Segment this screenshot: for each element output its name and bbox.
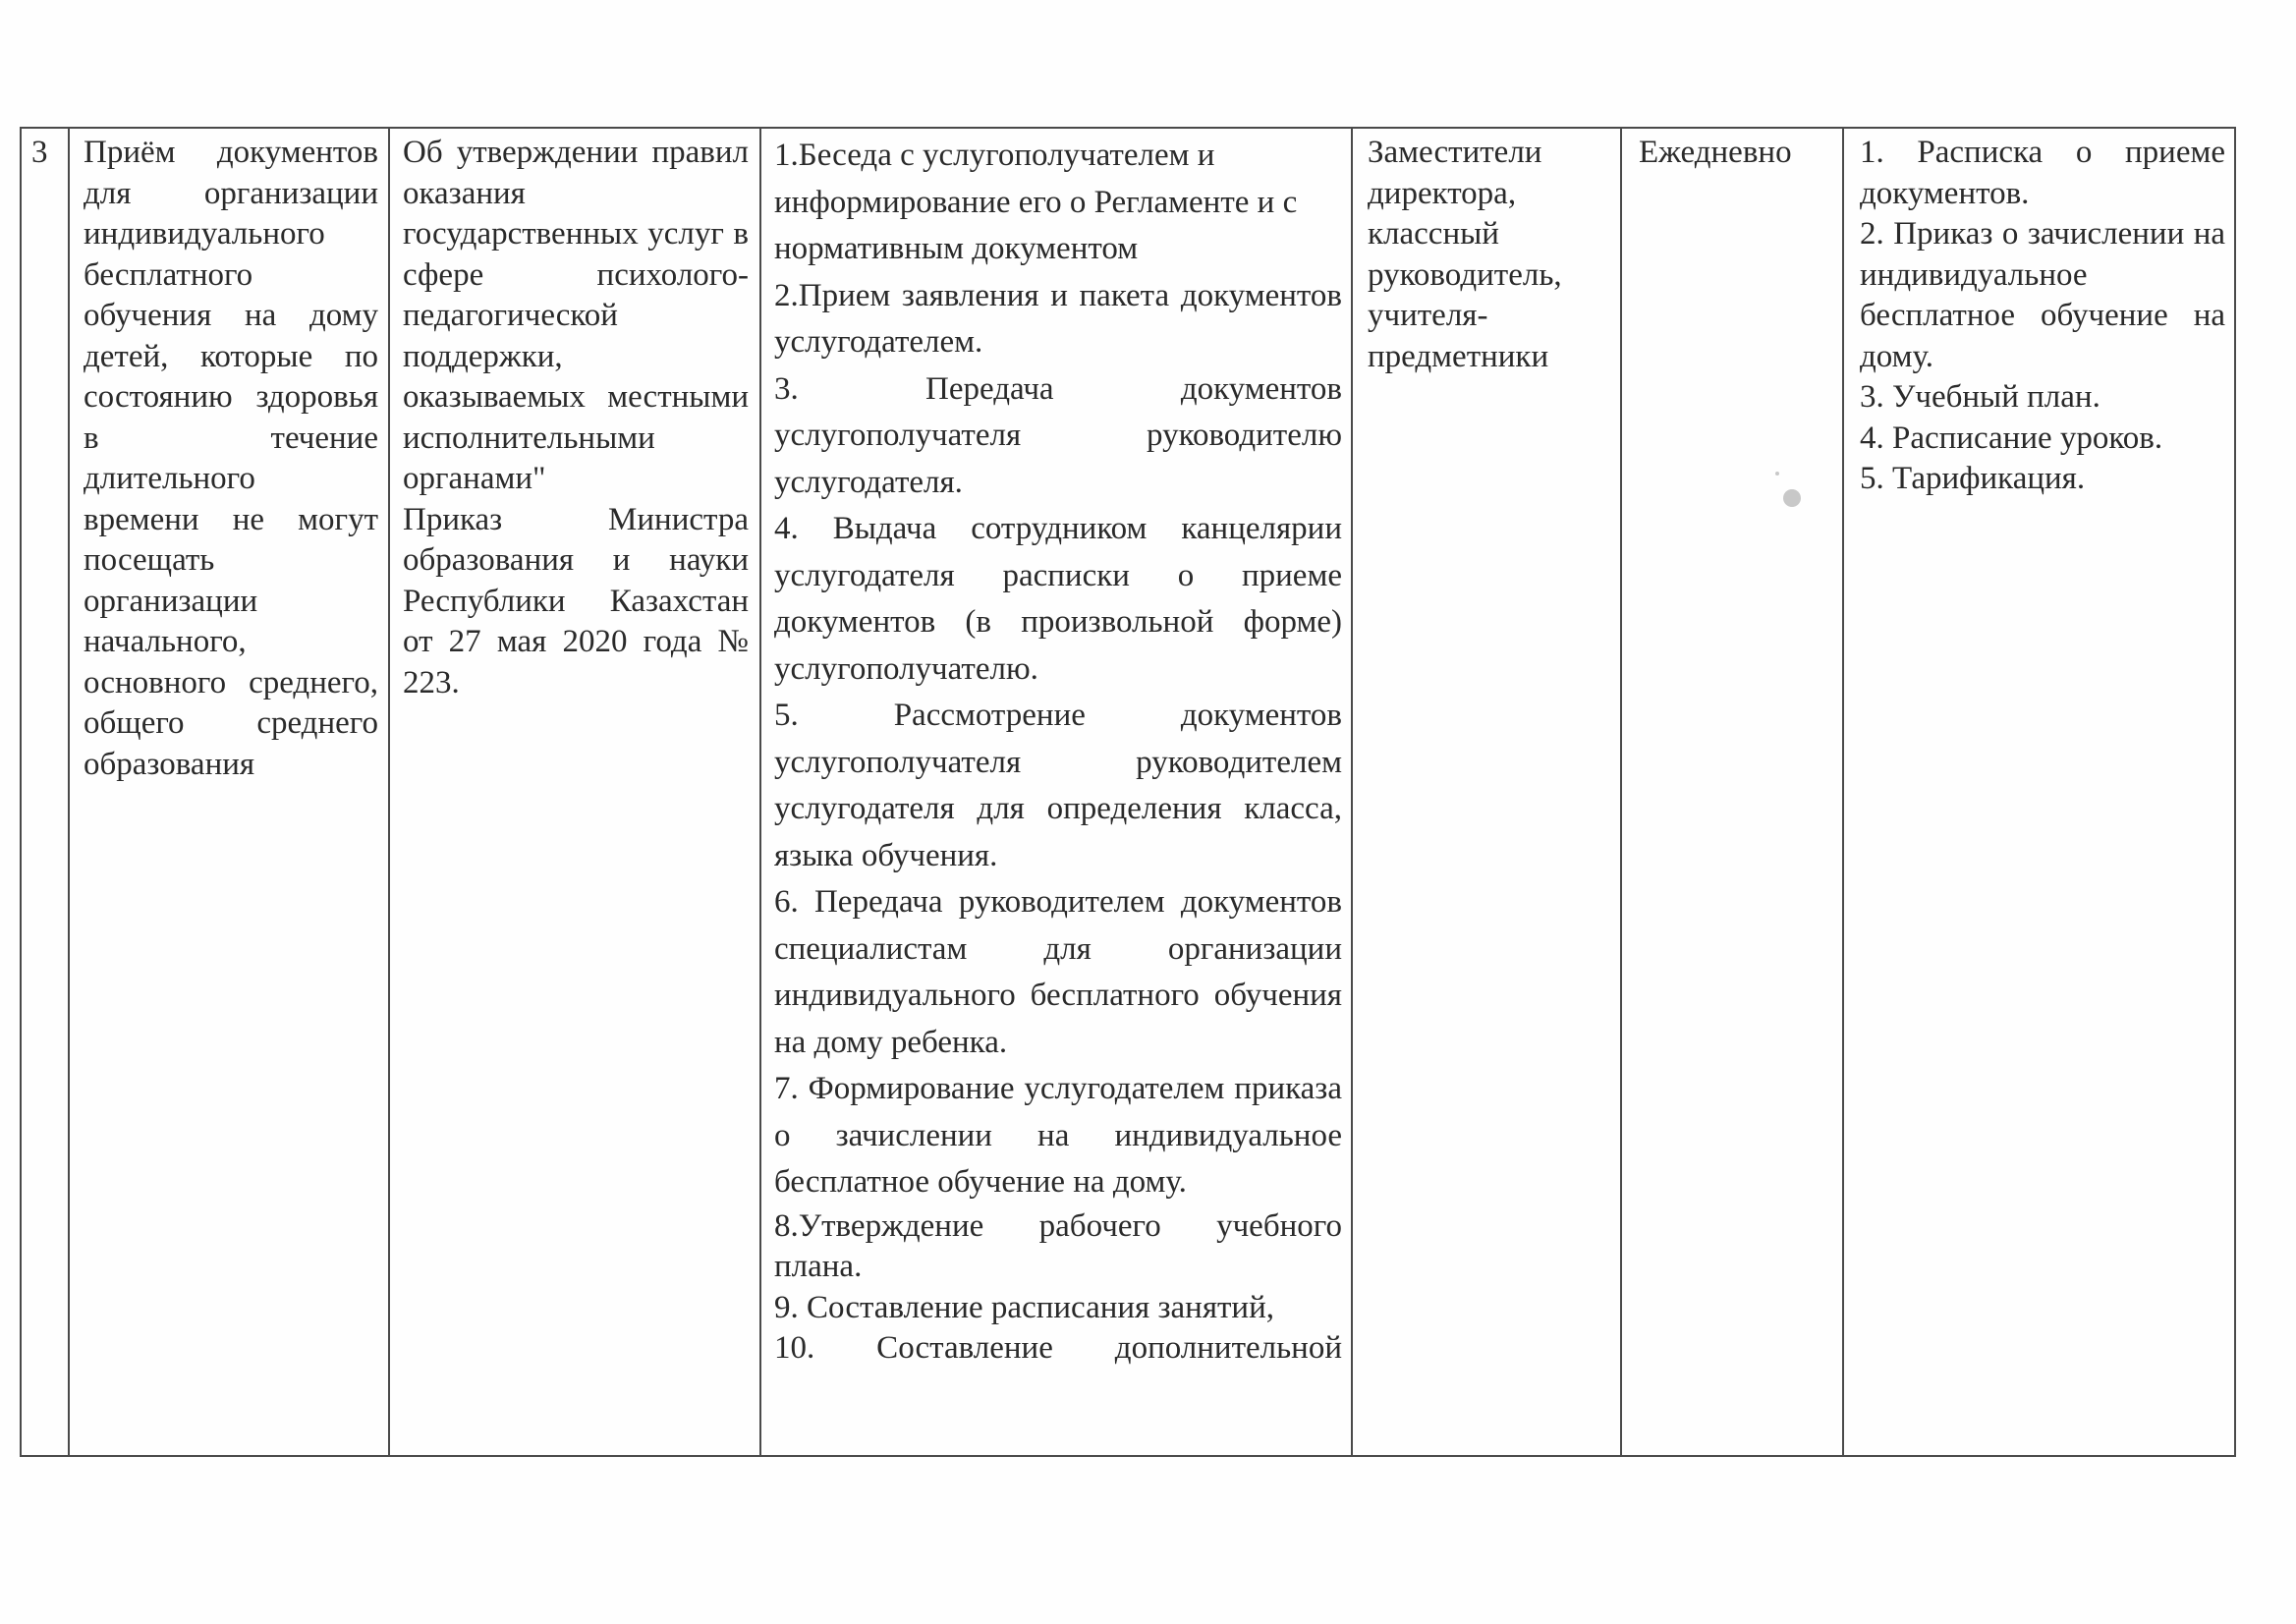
step-item: 1.Беседа с услугополучателем и информирование его о Регламенте и с нормативным документом (774, 138, 1298, 266)
column-divider (388, 127, 390, 1457)
responsible-cell (1368, 133, 1613, 377)
column-divider (1842, 127, 1844, 1457)
frequency-cell (1639, 133, 1835, 174)
legal-basis-cell (403, 133, 749, 703)
result-item: 4. Расписание уроков. (1860, 420, 2163, 456)
legal-basis-title: Об утверждении правил оказания государственных услуг в сфере психолого-педагогической поддержки, оказываемых местными исполнительными органами" (403, 135, 749, 496)
step-item: 6. Передача руководителем документов специалистам для организации индивидуального бесплатного обучения на дому ребенка. (774, 884, 1342, 1060)
result-item: 3. Учебный план. (1860, 379, 2100, 415)
column-divider (68, 127, 70, 1457)
step-item: 8.Утверждение рабочего учебного плана. (774, 1207, 1342, 1284)
result-item: 1. Расписка о приеме документов. (1860, 135, 2225, 211)
column-divider (1620, 127, 1622, 1457)
results-cell (1860, 133, 2225, 500)
legal-basis-order: Приказ Министра образования и науки Республики Казахстан от 27 мая 2020 года № 223. (403, 501, 749, 700)
step-item: 10. Составление дополнительной (774, 1330, 1342, 1366)
step-item: 2.Прием заявления и пакета документов услугодателем. (774, 277, 1342, 360)
responsible-persons: Заместители директора, классный руководитель, учителя-предметники (1368, 135, 1562, 374)
service-name: Приём документов для организации индивидуального бесплатного обучения на дому детей, которые по состоянию здоровья в течение длительного времени не могут посещать организации начального, основного среднего, общего среднего образования (84, 135, 378, 782)
scan-speck (1783, 489, 1801, 507)
result-item: 2. Приказ о зачислении на индивидуальное бесплатное обучение на дому. (1860, 216, 2225, 374)
scan-speck (1775, 472, 1779, 476)
column-divider (759, 127, 761, 1457)
column-divider (1351, 127, 1353, 1457)
step-item: 3. Передача документов услугополучателя руководителю услугодателя. (774, 370, 1342, 500)
service-name-cell (84, 133, 378, 785)
step-item: 7. Формирование услугодателем приказа о зачислении на индивидуальное бесплатное обучение на дому. (774, 1071, 1342, 1200)
result-item: 5. Тарификация. (1860, 461, 2086, 496)
steps-cell (774, 133, 1342, 1454)
step-item: 9. Составление расписания занятий, (774, 1289, 1275, 1325)
step-item: 4. Выдача сотрудником канцелярии услугодателя расписки о приеме документов (в произвольной форме) услугополучателю. (774, 511, 1342, 687)
step-item: 5. Рассмотрение документов услугополучателя руководителем услугодателя для определения класса, языка обучения. (774, 698, 1342, 873)
frequency: Ежедневно (1639, 135, 1792, 170)
row-number: 3 (31, 135, 48, 170)
